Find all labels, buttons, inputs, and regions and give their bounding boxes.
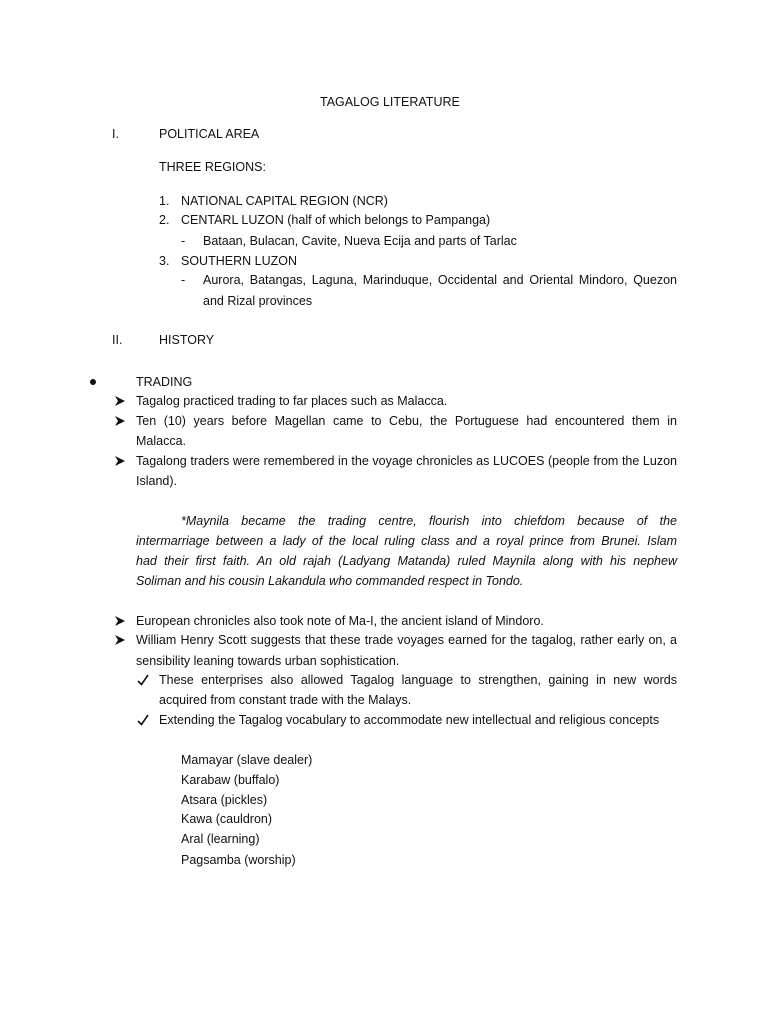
checkmark-icon [136, 672, 150, 688]
bullet-icon [90, 379, 96, 385]
checkmark-icon [136, 712, 150, 728]
section-1-numeral: I. [112, 127, 119, 141]
document-title: TAGALOG LITERATURE [320, 95, 460, 109]
arrow-bullet-icon [113, 413, 127, 429]
arrow-bullet-icon [113, 453, 127, 469]
region-3-label: SOUTHERN LUZON [181, 254, 297, 268]
trading-label: TRADING [136, 375, 193, 389]
section-2-numeral: II. [112, 333, 123, 347]
vocab-word: Pagsamba (worship) [181, 853, 296, 867]
note-line-1: *Maynila became the trading centre, flourish into chiefdom because of the [181, 514, 677, 528]
region-3-detail-line2: and Rizal provinces [203, 294, 313, 308]
region-2-label: CENTARL LUZON (half of which belongs to Pampanga) [181, 213, 491, 227]
trading-point-2-line1: Ten (10) years before Magellan came to Cebu, the Portuguese had encountered them in [136, 414, 677, 428]
section-1-heading: POLITICAL AREA [159, 127, 260, 141]
region-3-dash: - [181, 273, 186, 287]
note-line-3: had their first faith. An old rajah (Ladyang Matanda) ruled Maynila along with his nephew [136, 554, 677, 568]
section-1-subheading: THREE REGIONS: [159, 160, 266, 174]
trading-point-4: European chronicles also took note of Ma-I, the ancient island of Mindoro. [136, 614, 544, 628]
region-1-label: NATIONAL CAPITAL REGION (NCR) [181, 194, 388, 208]
section-2-heading: HISTORY [159, 333, 215, 347]
check-point-2: Extending the Tagalog vocabulary to accommodate new intellectual and religious concepts [159, 713, 660, 727]
trading-point-1: Tagalog practiced trading to far places such as Malacca. [136, 394, 448, 408]
vocab-word: Karabaw (buffalo) [181, 773, 280, 787]
trading-point-5-line2: sensibility leaning towards urban sophistication. [136, 654, 400, 668]
trading-point-3-line2: Island). [136, 474, 177, 488]
trading-point-2-line2: Malacca. [136, 434, 187, 448]
arrow-bullet-icon [113, 613, 127, 629]
vocab-word: Aral (learning) [181, 832, 260, 846]
trading-point-5-line1: William Henry Scott suggests that these trade voyages earned for the tagalog, rather early on, a [136, 633, 677, 647]
region-2-dash: - [181, 234, 186, 248]
arrow-bullet-icon [113, 632, 127, 648]
arrow-bullet-icon [113, 393, 127, 409]
vocab-word: Mamayar (slave dealer) [181, 753, 313, 767]
region-3-detail-line1: Aurora, Batangas, Laguna, Marinduque, Occidental and Oriental Mindoro, Quezon [203, 273, 677, 287]
region-2-detail: Bataan, Bulacan, Cavite, Nueva Ecija and parts of Tarlac [203, 234, 517, 248]
vocab-word: Kawa (cauldron) [181, 812, 273, 826]
trading-point-3-line1: Tagalong traders were remembered in the voyage chronicles as LUCOES (people from the Luzon [136, 454, 677, 468]
region-2-number: 2. [159, 213, 170, 227]
region-1-number: 1. [159, 194, 170, 208]
check-point-1-line1: These enterprises also allowed Tagalog language to strengthen, gaining in new words [159, 673, 677, 687]
vocab-word: Atsara (pickles) [181, 793, 268, 807]
note-line-4: Soliman and his cousin Lakandula who commanded respect in Tondo. [136, 574, 524, 588]
check-point-1-line2: acquired from constant trade with the Malays. [159, 693, 412, 707]
region-3-number: 3. [159, 254, 170, 268]
note-line-2: intermarriage between a lady of the local ruling class and a royal prince from Brunei. Islam [136, 534, 677, 548]
